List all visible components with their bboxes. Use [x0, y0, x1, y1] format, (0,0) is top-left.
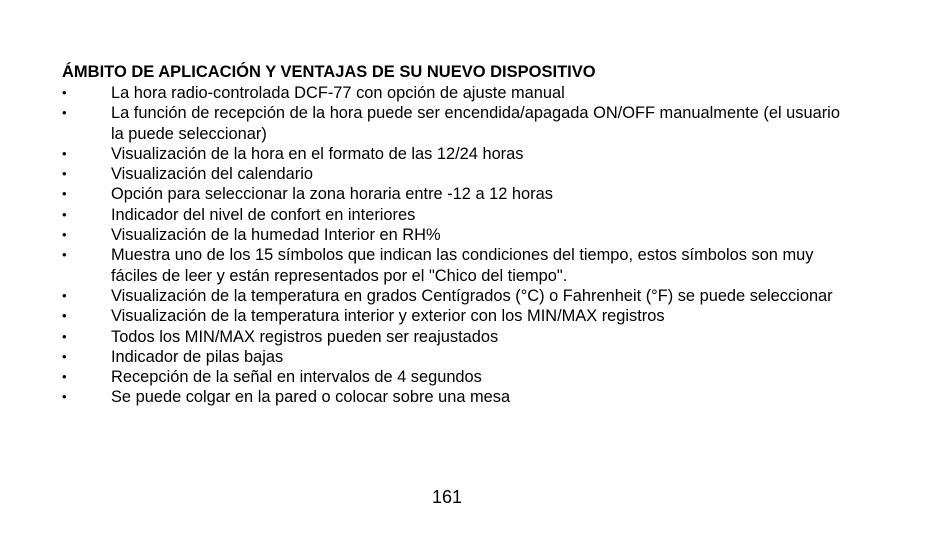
feature-item	[62, 164, 852, 184]
feature-text: La hora radio-controlada DCF-77 con opción de ajuste manual	[111, 84, 565, 102]
feature-text: Indicador del nivel de confort en interiores	[111, 205, 416, 224]
bullet-icon: •	[62, 369, 67, 385]
bullet-icon: •	[62, 287, 67, 303]
bullet-icon: •	[62, 186, 67, 202]
bullet-icon: •	[62, 85, 67, 100]
feature-text: Muestra uno de los 15 símbolos que indican las condiciones del tiempo, estos símbolos son muy fáciles de leer y están representados por el "Chico del tiempo".	[111, 246, 814, 285]
feature-text: Todos los MIN/MAX registros pueden ser reajustados	[111, 327, 499, 346]
feature-item	[62, 286, 852, 306]
bullet-icon: •	[62, 328, 67, 344]
feature-item	[62, 184, 852, 204]
feature-text: Visualización de la hora en el formato de las 12/24 horas	[111, 144, 524, 163]
feature-text: Visualización de la temperatura interior y exterior con los MIN/MAX registros	[111, 307, 665, 326]
feature-text: Se puede colgar en la pared o colocar sobre una mesa	[111, 388, 511, 407]
section-heading: ÁMBITO DE APLICACIÓN Y VENTAJAS DE SU NUEVO DISPOSITIVO	[62, 63, 596, 81]
feature-item	[62, 245, 852, 286]
feature-text: Indicador de pilas bajas	[111, 347, 284, 366]
bullet-icon: •	[62, 145, 67, 161]
feature-item	[62, 225, 852, 245]
feature-item	[62, 144, 852, 164]
feature-text: Visualización del calendario	[111, 165, 313, 184]
feature-item	[62, 205, 852, 225]
feature-item	[62, 387, 852, 407]
feature-text: Opción para seleccionar la zona horaria entre -12 a 12 horas	[111, 185, 553, 204]
feature-text: La función de recepción de la hora puede ser encendida/apagada ON/OFF manualmente (el usuario la puede seleccionar)	[111, 104, 840, 143]
feature-item	[62, 103, 852, 144]
feature-text: Visualización de la temperatura en grados Centígrados (°C) o Fahrenheit (°F) se puede seleccionar	[111, 286, 833, 305]
feature-item	[62, 306, 852, 326]
feature-list	[62, 83, 852, 408]
bullet-icon: •	[62, 308, 67, 324]
feature-text: Recepción de la señal en intervalos de 4 segundos	[111, 368, 482, 387]
bullet-icon: •	[62, 206, 67, 222]
feature-item	[62, 327, 852, 347]
bullet-icon: •	[62, 348, 67, 364]
feature-item	[62, 347, 852, 367]
bullet-icon: •	[62, 105, 67, 121]
feature-item	[62, 83, 852, 103]
feature-text: Visualización de la humedad Interior en RH%	[111, 226, 441, 245]
bullet-icon: •	[62, 166, 67, 182]
bullet-icon: •	[62, 247, 67, 263]
feature-item	[62, 367, 852, 387]
bullet-icon: •	[62, 227, 67, 243]
bullet-icon: •	[62, 389, 67, 405]
page-number: 161	[431, 487, 463, 507]
